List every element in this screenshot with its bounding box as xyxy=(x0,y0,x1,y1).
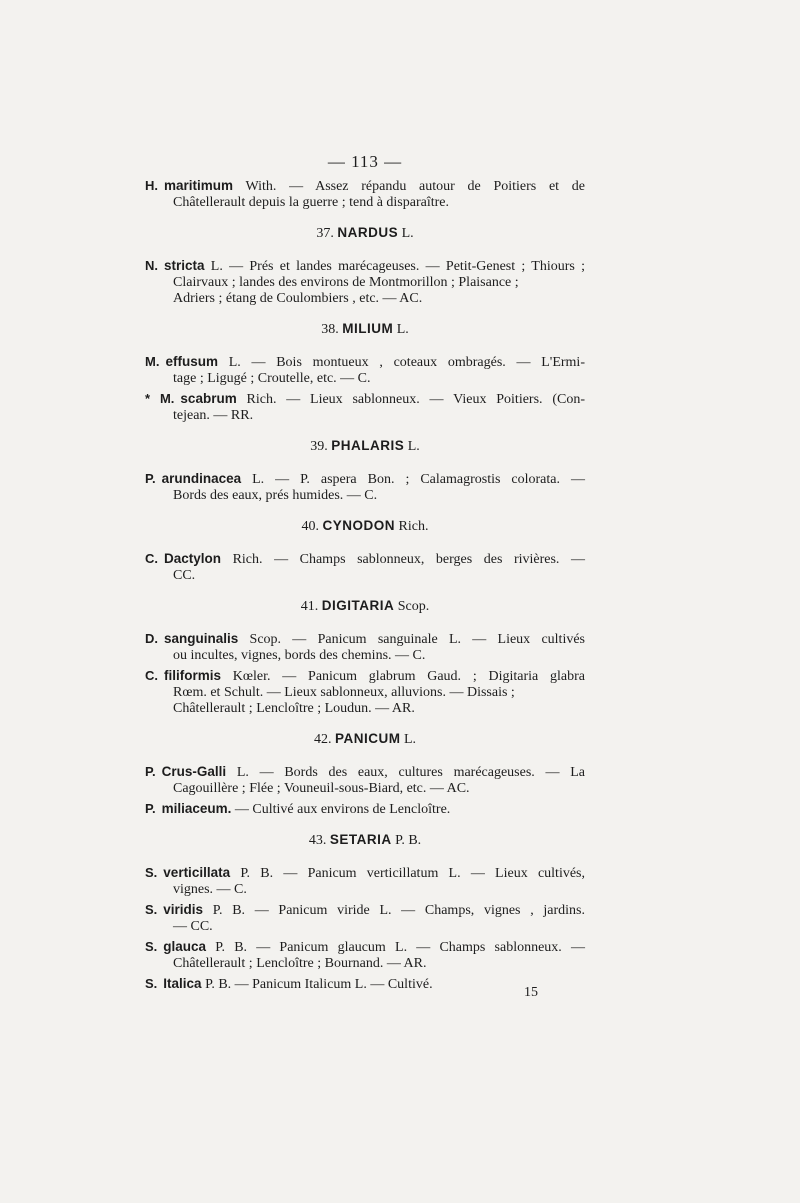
genus-author: L. xyxy=(404,439,420,454)
species-name: glauca xyxy=(163,939,207,954)
genus-abbreviation: C. xyxy=(145,551,158,566)
genus-abbreviation: S. xyxy=(145,939,158,954)
species-name: sanguinalis xyxy=(164,631,239,646)
genus-abbreviation: H. xyxy=(145,178,158,193)
genus-heading xyxy=(145,731,585,748)
genus-number: 43. xyxy=(308,833,330,848)
genus-abbreviation: S. xyxy=(145,865,158,880)
entry-continuation-line: Cagouillère ; Flée ; Vouneuil-sous-Biard, etc. — AC. xyxy=(173,781,470,796)
entry-continuation-line: tage ; Ligugé ; Croutelle, etc. — C. xyxy=(173,371,371,386)
genus-heading xyxy=(145,438,585,455)
flora-text xyxy=(145,178,585,997)
entry-first-line xyxy=(145,258,585,275)
entry-first-line xyxy=(145,551,585,568)
species-entry xyxy=(145,354,585,387)
genus-author: L. xyxy=(393,322,409,337)
genus-author: L. xyxy=(398,226,414,241)
entry-first-line xyxy=(145,391,585,408)
entry-continuation-line: tejean. — RR. xyxy=(173,408,254,423)
genus-abbreviation: P. xyxy=(145,471,156,486)
genus-number: 37. xyxy=(316,226,338,241)
entry-first-line xyxy=(145,902,585,919)
entry-continuation-line: ou incultes, vignes, bords des chemins. — C. xyxy=(173,648,426,663)
genus-abbreviation: N. xyxy=(145,258,158,273)
entry-text: P. B. — Panicum glaucum L. — Champs sablonneux. — xyxy=(206,940,585,955)
species-entry xyxy=(145,801,585,818)
entry-text: L. — Bords des eaux, cultures marécageuses. — La xyxy=(226,765,585,780)
entry-continuation-line: Châtellerault ; Lencloître ; Bournand. — AR. xyxy=(173,956,427,971)
species-name: filiformis xyxy=(164,668,222,683)
species-entry xyxy=(145,391,585,424)
entry-continuation-line: Clairvaux ; landes des environs de Montmorillon ; Plaisance ; xyxy=(173,275,519,290)
species-entry xyxy=(145,902,585,935)
entry-continuation-line: Adriers ; étang de Coulombiers , etc. — AC. xyxy=(173,291,423,306)
entry-first-line xyxy=(145,976,585,993)
genus-number: 42. xyxy=(313,732,335,747)
genus-heading xyxy=(145,518,585,535)
genus-name: DIGITARIA xyxy=(321,598,395,613)
page-number: — 113 — xyxy=(327,152,403,171)
entry-text: L. — Prés et landes marécageuses. — Petit-Genest ; Thiours ; xyxy=(204,259,585,274)
entry-first-line xyxy=(145,801,585,818)
entry-text: P. B. — Panicum viride L. — Champs, vignes , jardins. xyxy=(203,903,585,918)
entry-continuation-line: vignes. — C. xyxy=(173,882,247,897)
entry-text: With. — Assez répandu autour de Poitiers et de xyxy=(233,179,585,194)
entry-first-line xyxy=(145,631,585,648)
entry-text: Kœler. — Panicum glabrum Gaud. ; Digitaria glabra xyxy=(221,669,585,684)
species-name: stricta xyxy=(164,258,205,273)
genus-name: PHALARIS xyxy=(331,438,405,453)
genus-author: Rich. xyxy=(395,519,429,534)
entry-first-line xyxy=(145,354,585,371)
species-entry xyxy=(145,471,585,504)
entry-text: P. B. — Panicum verticillatum L. — Lieux cultivés, xyxy=(230,866,585,881)
genus-heading xyxy=(145,598,585,615)
species-entry xyxy=(145,668,585,717)
species-entry xyxy=(145,551,585,584)
species-entry xyxy=(145,865,585,898)
species-name: Dactylon xyxy=(164,551,222,566)
genus-number: 39. xyxy=(310,439,332,454)
genus-number: 38. xyxy=(321,322,343,337)
genus-heading xyxy=(145,321,585,338)
genus-abbreviation: M. xyxy=(145,354,160,369)
genus-author: P. B. xyxy=(391,833,422,848)
genus-heading xyxy=(145,225,585,242)
genus-abbreviation: P. xyxy=(145,764,156,779)
genus-author: Scop. xyxy=(394,599,430,614)
entry-text: Scop. — Panicum sanguinale L. — Lieux cultivés xyxy=(238,632,585,647)
entry-first-line xyxy=(145,178,585,195)
species-name: arundinacea xyxy=(161,471,242,486)
entry-continuation-line: Bords des eaux, prés humides. — C. xyxy=(173,488,378,503)
entry-text: Rich. — Lieux sablonneux. — Vieux Poitiers. (Con- xyxy=(236,392,585,407)
entry-first-line xyxy=(145,668,585,685)
entry-first-line xyxy=(145,865,585,882)
entry-text: L. — P. aspera Bon. ; Calamagrostis colorata. — xyxy=(241,472,585,487)
species-entry xyxy=(145,178,585,211)
species-name: viridis xyxy=(163,902,204,917)
genus-author: L. xyxy=(400,732,417,747)
genus-number: 41. xyxy=(300,599,322,614)
genus-abbreviation: S. xyxy=(145,976,158,991)
genus-name: CYNODON xyxy=(322,518,396,533)
species-name: verticillata xyxy=(163,865,231,880)
entry-continuation-line: CC. xyxy=(173,568,196,583)
genus-abbreviation: C. xyxy=(145,668,158,683)
signature-number: 15 xyxy=(524,985,538,1000)
species-entry xyxy=(145,764,585,797)
species-name: Italica xyxy=(163,976,202,991)
genus-name: NARDUS xyxy=(337,225,399,240)
species-entry xyxy=(145,939,585,972)
species-name: miliaceum. xyxy=(161,801,232,816)
genus-abbreviation: D. xyxy=(145,631,158,646)
entry-text: P. B. — Panicum Italicum L. — Cultivé. xyxy=(201,977,433,992)
entry-text: L. — Bois montueux , coteaux ombragés. — L'Ermi- xyxy=(217,355,585,370)
entry-continuation-line: Châtellerault ; Lencloître ; Loudun. — AR. xyxy=(173,701,415,716)
species-name: scabrum xyxy=(180,391,237,406)
species-entry xyxy=(145,631,585,664)
entry-first-line xyxy=(145,471,585,488)
entry-first-line xyxy=(145,764,585,781)
genus-name: MILIUM xyxy=(342,321,394,336)
species-entry xyxy=(145,258,585,307)
genus-heading xyxy=(145,832,585,849)
genus-abbreviation: S. xyxy=(145,902,158,917)
species-entry xyxy=(145,976,585,993)
entry-continuation-line: Rœm. et Schult. — Lieux sablonneux, alluvions. — Dissais ; xyxy=(173,685,515,700)
species-name: effusum xyxy=(165,354,218,369)
entry-text: Rich. — Champs sablonneux, berges des rivières. — xyxy=(221,552,585,567)
species-name: Crus-Galli xyxy=(161,764,227,779)
genus-name: PANICUM xyxy=(334,731,401,746)
entry-text: — Cultivé aux environs de Lencloître. xyxy=(231,802,451,817)
genus-abbreviation: * M. xyxy=(145,391,175,406)
entry-continuation-line: — CC. xyxy=(173,919,213,934)
entry-first-line xyxy=(145,939,585,956)
entry-continuation-line: Châtellerault depuis la guerre ; tend à disparaître. xyxy=(173,195,450,210)
genus-number: 40. xyxy=(301,519,323,534)
genus-name: SETARIA xyxy=(329,832,392,847)
genus-abbreviation: P. xyxy=(145,801,156,816)
species-name: maritimum xyxy=(164,178,234,193)
